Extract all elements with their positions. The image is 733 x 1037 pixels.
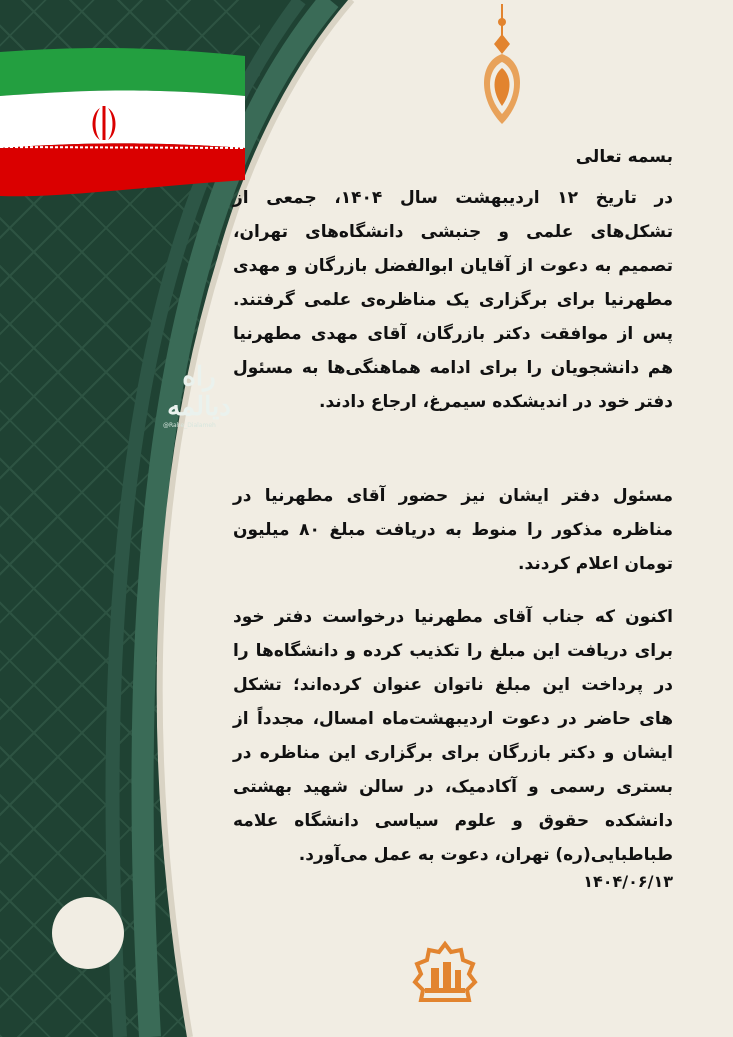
iran-flag-icon [0, 48, 245, 198]
letter-paragraph-3: اکنون که جناب آقای مطهرنیا درخواست دفتر خود برای دریافت این مبلغ را تکذیب کرده و دانشگاه‌ها را در پرداخت این مبلغ ناتوان عنوان کرده‌اند؛ تشکل های حاضر در دعوت اردیبهشت‌ماه امسال، مجدداً از ایشان و دکتر بازرگان برای برگزاری این مناظره در بستری رسمی و آکادمیک، در سالن شهید بهشتی دانشکده حقوق و علوم سیاسی دانشگاه علامه طباطبایی(ره) تهران، دعوت به عمل می‌آورد. [233, 607, 673, 865]
decorative-circle [52, 897, 124, 969]
organization-logo-icon [405, 940, 485, 1026]
hanging-ornament-icon [474, 4, 530, 128]
watermark-handle: @Rahe_Dialameh [163, 422, 216, 429]
letter-paragraph-2: مسئول دفتر ایشان نیز حضور آقای مطهرنیا در مناظره مذکور را منوط به دریافت مبلغ ۸۰ میلیون تومان اعلام کردند. [233, 486, 673, 574]
letter-date: ۱۴۰۴/۰۶/۱۳ [583, 872, 673, 891]
letter-opening: بسمه تعالی [575, 147, 673, 167]
watermark-name: راه دیالمه [167, 362, 231, 422]
letter-paragraph-1: در تاریخ ۱۲ اردیبهشت سال ۱۴۰۴، جمعی از تشکل‌های علمی و جنبشی دانشگاه‌های تهران، تصمیم به دعوت از آقایان ابوالفضل بازرگان و مهدی مطهرنیا برای برگزاری یک مناظره‌ی علمی گرفتند. پس از موافقت دکتر بازرگان، آقای مهدی مطهرنیا هم دانشجویان را برای ادامه هماهنگی‌ها به مسئول دفتر خود در اندیشکده سیمرغ، ارجاع دادند. [233, 188, 673, 412]
